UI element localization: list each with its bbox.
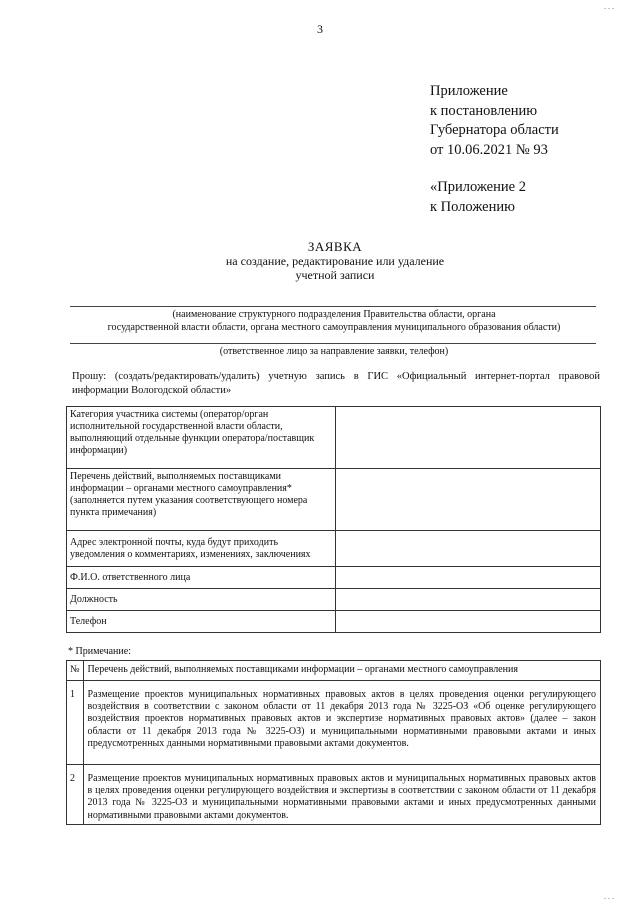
form-row-value[interactable] (336, 611, 601, 633)
form-row (67, 469, 601, 531)
form-row-label: Должность (67, 589, 336, 611)
form-row (67, 611, 601, 633)
note-title: * Примечание: (68, 646, 131, 657)
appendix-header (430, 82, 559, 217)
notes-header-row (67, 661, 601, 681)
notes-row-num: 1 (67, 681, 84, 765)
spacer (430, 160, 559, 178)
caption-line: государственной власти области, органа местного самоуправления муниципального образования области) (107, 321, 561, 333)
appendix-line: Приложение (430, 83, 508, 99)
form-row-label: Перечень действий, выполняемых поставщиками информации – органами местного самоуправления* (заполняется путем указания соответствующего номера пункта примечания) (67, 469, 336, 531)
appendix-line: Губернатора области (430, 122, 559, 138)
corner-mark-top: . . . (604, 2, 614, 11)
title-line: на создание, редактирование или удаление (225, 254, 445, 268)
caption-line: (наименование структурного подразделения Правительства области, органа (172, 309, 496, 320)
form-row-value[interactable] (336, 589, 601, 611)
form-row-label: Ф.И.О. ответственного лица (67, 567, 336, 589)
caption-responsible: (ответственное лицо за направление заявки, телефон) (219, 346, 449, 357)
form-row-value[interactable] (336, 531, 601, 567)
title-main: ЗАЯВКА (307, 239, 363, 254)
form-row (67, 407, 601, 469)
application-form-table (66, 406, 601, 633)
appendix-line: «Приложение 2 (430, 179, 526, 195)
notes-row-text: Размещение проектов муниципальных нормативных правовых актов в целях проведения оценки регулирующего воздействия в соответствии с законом области от 11 декабря 2013 года № 3225-ОЗ «Об оценке регулирующего воздействия проектов нормативных правовых актов и экспертизе нормативных правовых актов» (далее – закон области от 11 декабря 2013 года № 3225-ОЗ) и муниципальными нормативными правовыми актами и иных предусмотренных данными нормативными правовыми актами документов. (83, 681, 600, 765)
form-row-value[interactable] (336, 469, 601, 531)
corner-mark-bottom: . . . (604, 892, 614, 901)
form-row-label: Адрес электронной почты, куда будут приходить уведомления о комментариях, изменениях, заключениях (67, 531, 336, 567)
form-row-label: Категория участника системы (оператор/орган исполнительной государственной власти области, выполняющий отдельные функции оператора/поставщик информации) (67, 407, 336, 469)
form-row-value[interactable] (336, 567, 601, 589)
request-text: Прошу: (создать/редактировать/удалить) учетную запись в ГИС «Официальный интернет-портал правовой информации Вологодской области» (72, 371, 600, 396)
notes-header-text: Перечень действий, выполняемых поставщиками информации – органами местного самоуправления (83, 661, 600, 681)
appendix-line: к Положению (430, 198, 515, 215)
notes-header-num: № (67, 661, 84, 681)
title-line: учетной записи (295, 268, 375, 282)
form-row-value[interactable] (336, 407, 601, 469)
appendix-line: от 10.06.2021 № 93 (430, 141, 548, 158)
caption-organization (14, 309, 640, 334)
form-row (67, 589, 601, 611)
fill-line-organization (70, 306, 596, 307)
notes-row-text: Размещение проектов муниципальных нормативных правовых актов и муниципальных нормативных правовых актов в целях проведения оценки регулирующего воздействия и экспертизы в соответствии с законом области от 11 декабря 2013 года № 3225-ОЗ и муниципальными нормативными правовыми актами и иных предусмотренных данными нормативными правовыми актами документов. (83, 765, 600, 825)
fill-line-responsible (70, 343, 596, 344)
notes-table (66, 660, 601, 825)
form-row (67, 567, 601, 589)
page-number: 3 (317, 22, 323, 36)
form-row (67, 531, 601, 567)
notes-row-num: 2 (67, 765, 84, 825)
document-title (0, 240, 640, 282)
notes-row (67, 681, 601, 765)
notes-row (67, 765, 601, 825)
form-row-label: Телефон (67, 611, 336, 633)
appendix-line: к постановлению (430, 102, 538, 119)
